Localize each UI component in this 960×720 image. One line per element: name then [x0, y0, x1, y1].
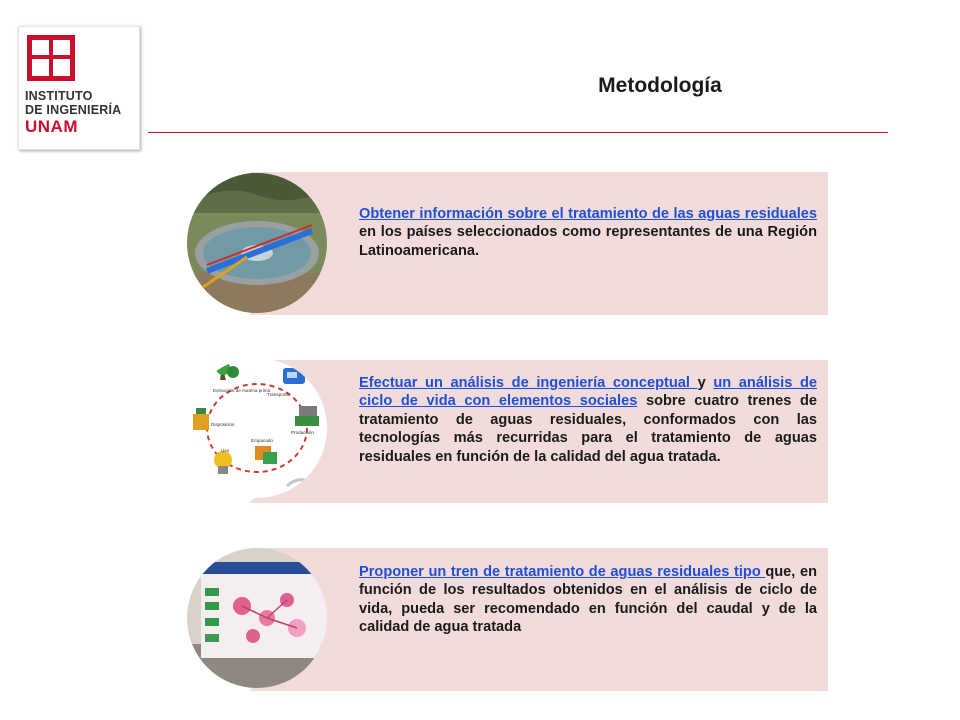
logo-line-3: UNAM — [25, 117, 78, 136]
diagram-label-disposal: Disposición — [211, 422, 235, 427]
diagram-label-extraction: Extracción de materia prima — [213, 388, 271, 393]
methodology-item-3 — [250, 548, 828, 691]
treatment-poster-photo — [187, 548, 327, 688]
item-3-link[interactable]: Proponer un tren de tratamiento de aguas residuales tipo — [359, 564, 766, 580]
logo-mark — [27, 35, 75, 81]
item-2-body-1: y — [697, 375, 714, 391]
item-2-body-2: sobre cuatro trenes de tratamiento de aguas residuales, conformados con las tecnologías más recurridas para el tratamiento de aguas residuales en función de la calidad del agua tratada. — [359, 393, 817, 465]
life-cycle-diagram — [187, 358, 327, 498]
item-1-body: en los países seleccionados como representantes de una Región Latinoamericana. — [359, 224, 817, 259]
item-1-link[interactable]: Obtener información sobre el tratamiento de las aguas residuales — [359, 206, 817, 222]
treatment-plant-photo — [187, 173, 327, 313]
methodology-item-1 — [250, 172, 828, 315]
methodology-item-2 — [250, 360, 828, 503]
logo-line-2: DE INGENIERÍA — [25, 103, 122, 117]
header-divider — [148, 132, 888, 133]
diagram-label-packing: Empacado — [251, 438, 273, 443]
item-3-body: que, en función de los resultados obtenidos en el análisis de ciclo de vida, pueda ser recomendado en función del caudal y de la calidad de agua tratada — [359, 564, 817, 636]
item-2-text — [359, 374, 817, 466]
diagram-label-transport: Transporte — [267, 392, 290, 397]
item-1-text — [359, 205, 817, 260]
item-3-text — [359, 563, 817, 637]
logo-line-1: INSTITUTO — [25, 89, 93, 103]
diagram-label-production: Producción — [291, 430, 314, 435]
logo-text — [25, 89, 121, 136]
page-title: Metodología — [598, 74, 722, 97]
institute-logo — [18, 26, 140, 150]
item-2-link-1[interactable]: Efectuar un análisis de ingeniería conceptual — [359, 375, 698, 391]
item-2-link-2[interactable]: un análisis de ciclo de vida con elementos sociales — [359, 375, 817, 410]
diagram-label-use: Uso — [221, 448, 230, 453]
